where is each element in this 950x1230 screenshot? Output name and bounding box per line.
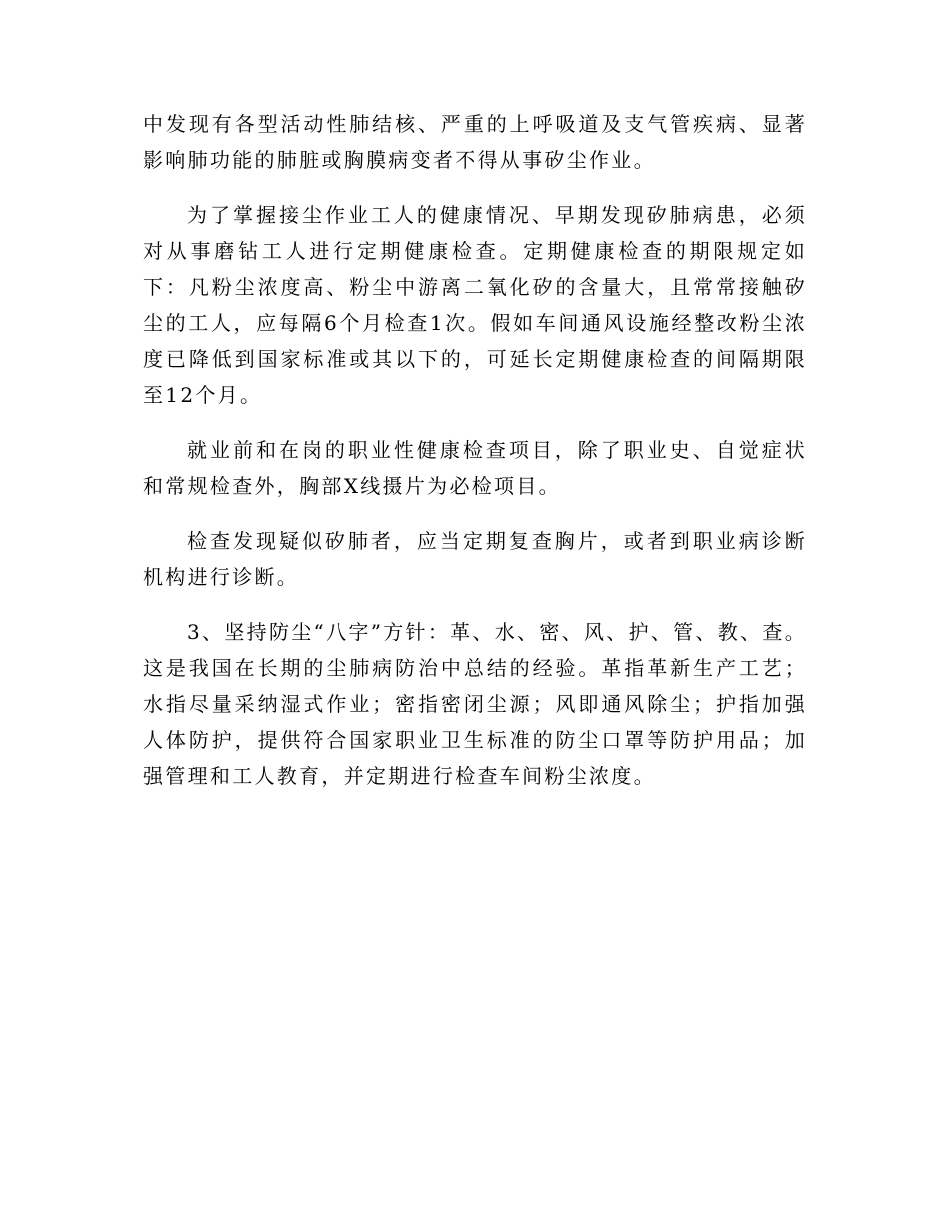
paragraph-3: 就业前和在岗的职业性健康检查项目，除了职业史、自觉症状和常规检查外，胸部X线摄片为必检项目。 (143, 438, 807, 498)
paragraph-2: 为了掌握接尘作业工人的健康情况、早期发现矽肺病患，必须对从事磨钻工人进行定期健康检查。定期健康检查的期限规定如下：凡粉尘浓度高、粉尘中游离二氧化矽的含量大，且常常接触矽尘的工人，应每隔6个月检查1次。假如车间通风设施经整改粉尘浓度已降低到国家标准或其以下的，可延长定期健康检查的间隔期限至12个月。 (143, 203, 807, 407)
document-page (143, 106, 807, 813)
paragraph-1: 中发现有各型活动性肺结核、严重的上呼吸道及支气管疾病、显著影响肺功能的肺脏或胸膜病变者不得从事矽尘作业。 (143, 112, 807, 172)
paragraph-4: 检查发现疑似矽肺者，应当定期复查胸片，或者到职业病诊断机构进行诊断。 (143, 529, 807, 589)
paragraph-5: 3、坚持防尘“八字”方针：革、水、密、风、护、管、教、查。这是我国在长期的尘肺病防治中总结的经验。革指革新生产工艺；水指尽量采纳湿式作业；密指密闭尘源；风即通风除尘；护指加强人体防护，提供符合国家职业卫生标准的防尘口罩等防护用品；加强管理和工人教育，并定期进行检查车间粉尘浓度。 (143, 620, 807, 788)
